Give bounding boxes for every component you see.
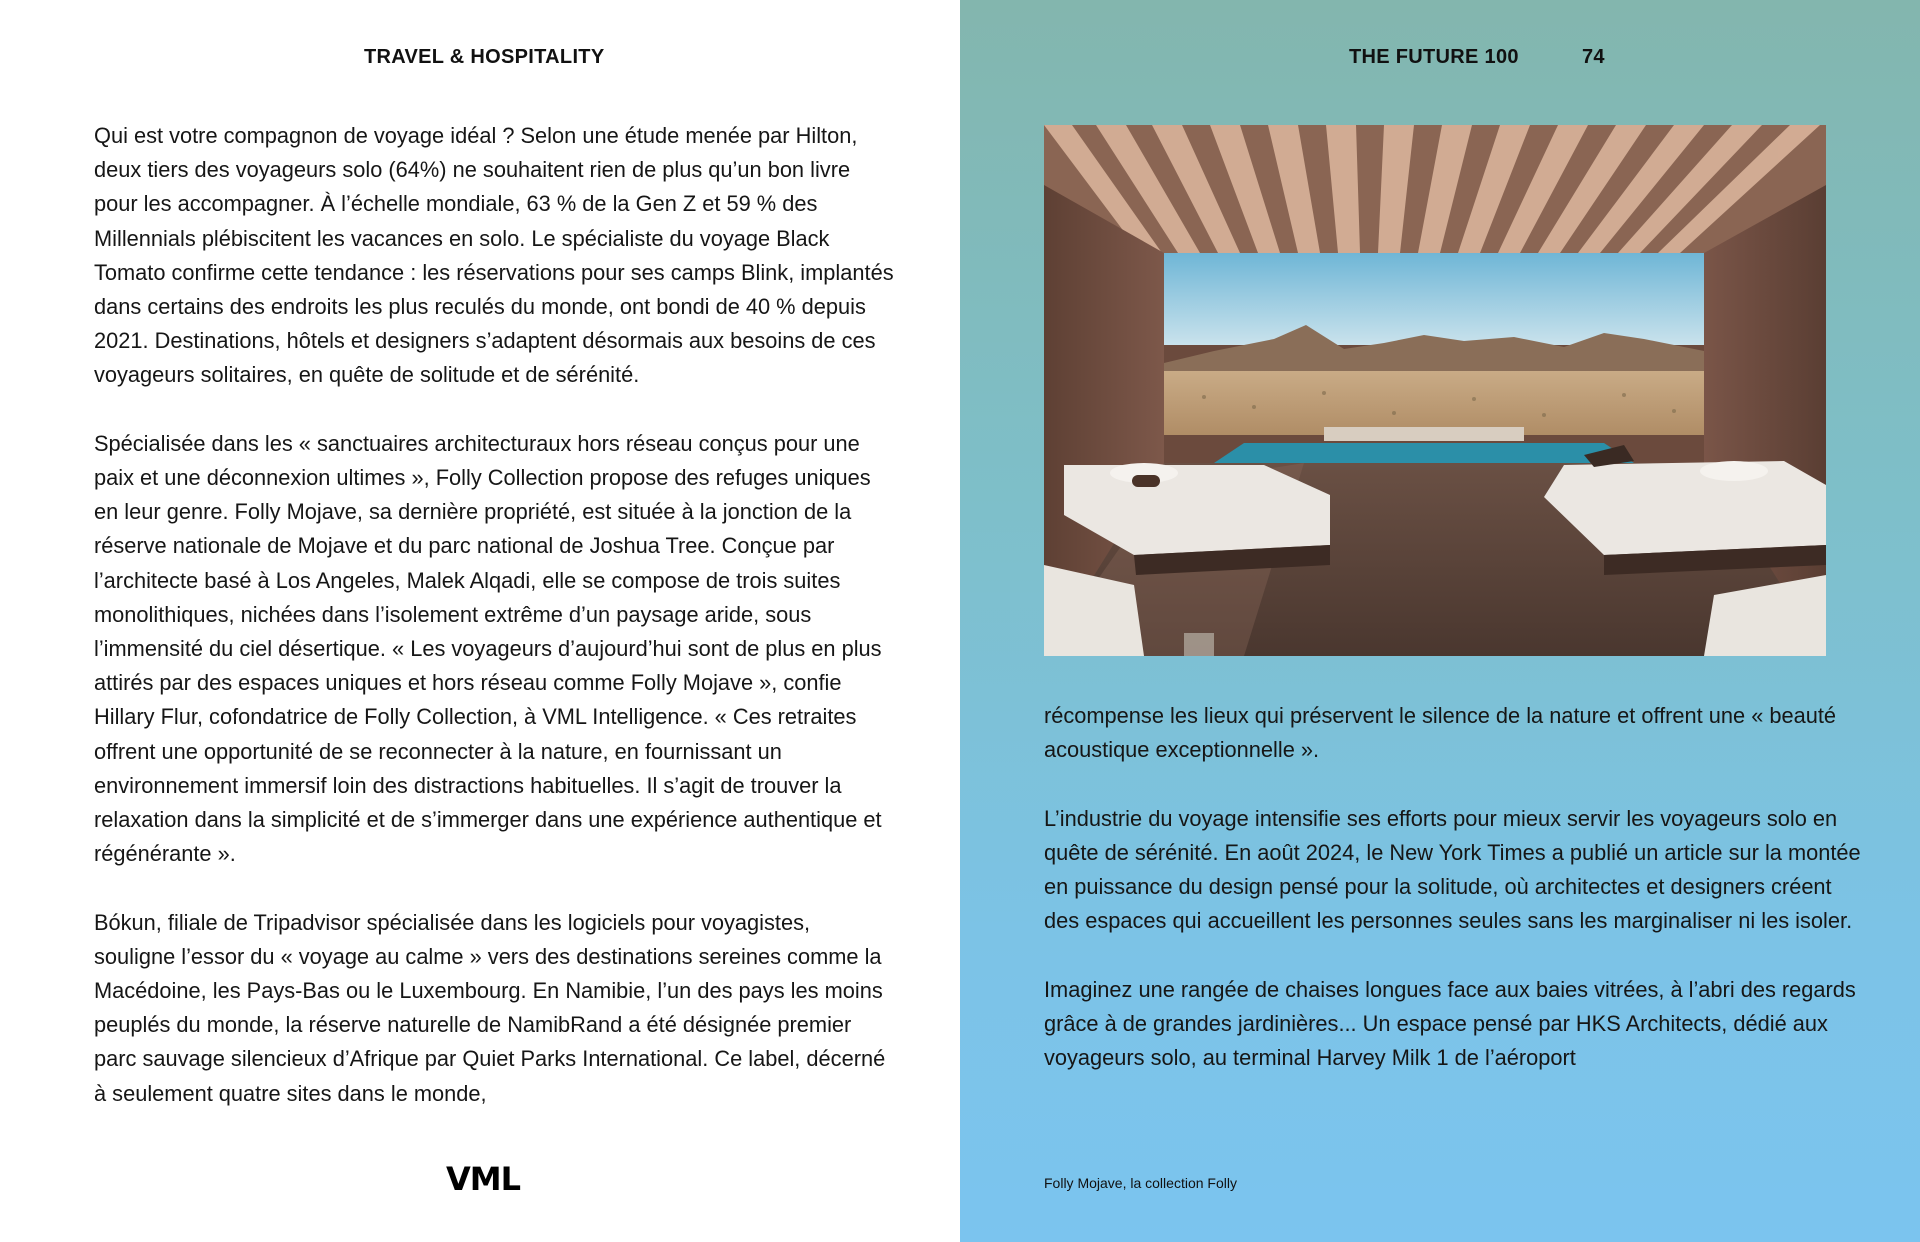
- section-header: TRAVEL & HOSPITALITY: [364, 46, 605, 68]
- right-page: [960, 0, 1920, 1242]
- right-paragraph-3: Imaginez une rangée de chaises longues face aux baies vitrées, à l’abri des regards grâce à de grandes jardinières... Un espace pensé par HKS Architects, dédié aux voyageurs solo, au terminal Harvey Milk 1 de l’aéroport: [1044, 976, 1856, 1070]
- right-paragraph-2: L’industrie du voyage intensifie ses efforts pour mieux servir les voyageurs solo en quête de sérénité. En août 2024, le New York Times a publié un article sur la montée en puissance du design pensé pour la solitude, où architectes et designers créent des espaces qui accueillent les personnes seules sans les marginaliser ni les isoler.: [1044, 805, 1861, 934]
- vml-logo: VML: [446, 1160, 520, 1198]
- publication-title: THE FUTURE 100: [1349, 46, 1519, 68]
- desert-pavilion-illustration: [1044, 125, 1826, 656]
- left-paragraph-3: Bókun, filiale de Tripadvisor spécialisée dans les logiciels pour voyagistes, souligne l’essor du « voyage au calme » vers des destinations sereines comme la Macédoine, les Pays-Bas ou le Luxembourg. En Namibie, l’un des pays les moins peuplés du monde, la réserve naturelle de NamibRand a été désignée premier parc sauvage silencieux d’Afrique par Quiet Parks International. Ce label, décerné à seulement quatre sites dans le monde,: [94, 909, 886, 1106]
- right-paragraph-1: récompense les lieux qui préservent le silence de la nature et offrent une « beauté acoustique exceptionnelle ».: [1044, 703, 1837, 763]
- folly-mojave-photo: [1044, 125, 1826, 656]
- photo-caption: Folly Mojave, la collection Folly: [1044, 1175, 1237, 1191]
- left-paragraph-1: Qui est votre compagnon de voyage idéal ? Selon une étude menée par Hilton, deux tiers des voyageurs solo (64%) ne souhaitent rien de plus qu’un bon livre pour les accompagner. À l’échelle mondiale, 63 % de la Gen Z et 59 % des Millennials plébiscitent les vacances en solo. Le spécialiste du voyage Black Tomato confirme cette tendance : les réservations pour ses camps Blink, implantés dans certains des endroits les plus reculés du monde, ont bondi de 40 % depuis 2021. Destinations, hôtels et designers s’adaptent désormais aux besoins de ces voyageurs solitaires, en quête de solitude et de sérénité.: [94, 123, 894, 388]
- page-number: 74: [1582, 46, 1605, 68]
- left-body-text: [94, 119, 894, 1145]
- right-body-text: [1044, 699, 1864, 1109]
- left-paragraph-2: Spécialisée dans les « sanctuaires architecturaux hors réseau conçus pour une paix et une déconnexion ultimes », Folly Collection propose des refuges uniques en leur genre. Folly Mojave, sa dernière propriété, est située à la jonction de la réserve nationale de Mojave et du parc national de Joshua Tree. Conçue par l’architecte basé à Los Angeles, Malek Alqadi, elle se compose de trois suites monolithiques, nichées dans l’isolement extrême d’un paysage aride, sous l’immensité du ciel désertique. « Les voyageurs d’aujourd’hui sont de plus en plus attirés par des espaces uniques et hors réseau comme Folly Mojave », confie Hillary Flur, cofondatrice de Folly Collection, à VML Intelligence. « Ces retraites offrent une opportunité de se reconnecter à la nature, en fournissant un environnement immersif loin des distractions habituelles. Il s’agit de trouver la relaxation dans la simplicité et de s’immerger dans une expérience authentique et régénérante ».: [94, 430, 882, 867]
